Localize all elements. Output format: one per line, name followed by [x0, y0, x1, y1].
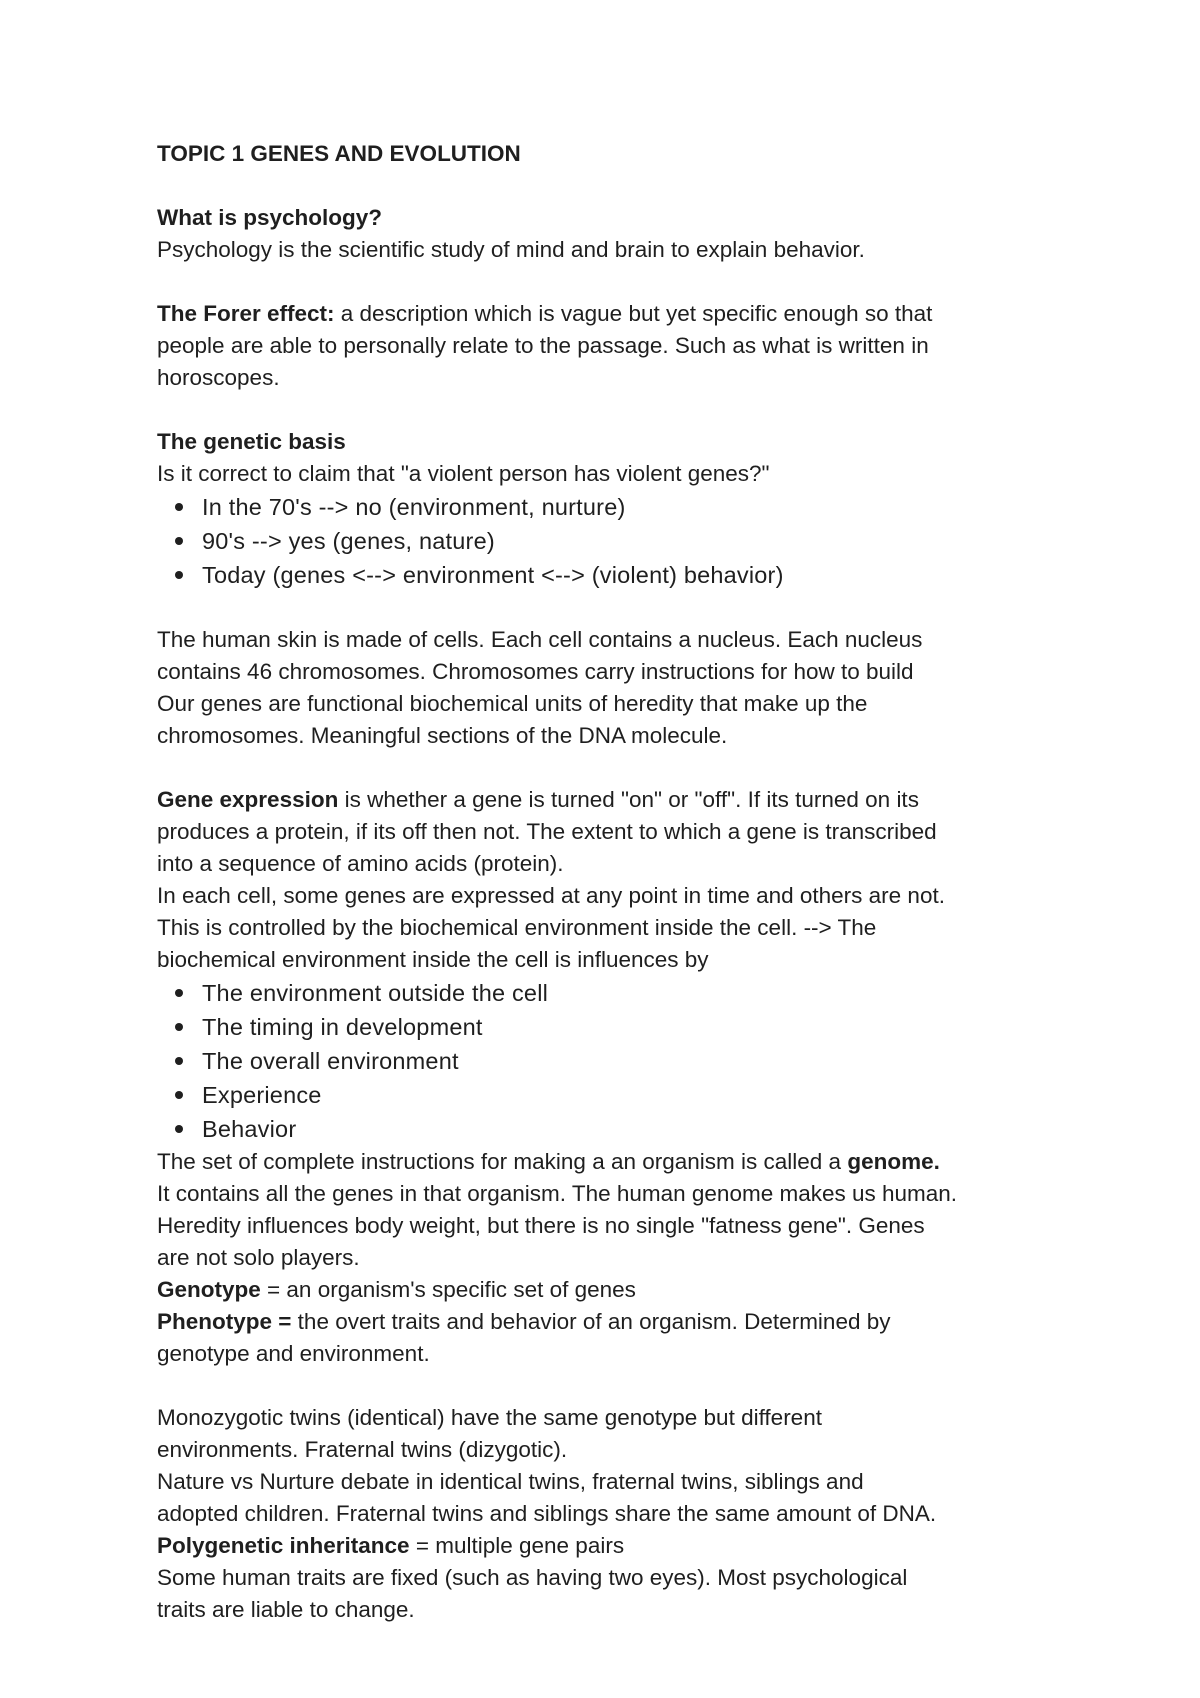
skin-line: Our genes are functional biochemical units of heredity that make up the — [157, 691, 868, 716]
genetic-basis-list — [157, 490, 1077, 592]
gene-expression-line: In each cell, some genes are expressed at any point in time and others are not. — [157, 883, 945, 908]
bullet-dot — [175, 537, 183, 545]
twins-line: Nature vs Nurture debate in identical twins, fraternal twins, siblings and — [157, 1469, 864, 1494]
list-item-text: The timing in development — [202, 1014, 483, 1040]
bullet-dot — [175, 989, 183, 997]
bullet-dot — [175, 571, 183, 579]
polygenetic-definition — [157, 1530, 1077, 1562]
gene-expression-text: is whether a gene is turned "on" or "off". If its turned on its — [338, 787, 919, 812]
skin-line: contains 46 chromosomes. Chromosomes carry instructions for how to build — [157, 659, 914, 684]
forer-text-2: people are able to personally relate to the passage. Such as what is written in — [157, 333, 929, 358]
list-item-text: Today (genes <--> environment <--> (violent) behavior) — [202, 562, 784, 588]
psychology-heading: What is psychology? — [157, 205, 383, 230]
traits-line: traits are liable to change. — [157, 1597, 415, 1622]
gene-expression-line: produces a protein, if its off then not. The extent to which a gene is transcribed — [157, 819, 937, 844]
list-item — [157, 976, 1077, 1010]
genome-term: genome. — [847, 1149, 940, 1174]
twins-line: adopted children. Fraternal twins and siblings share the same amount of DNA. — [157, 1501, 937, 1526]
spacer — [157, 592, 1077, 624]
phenotype-text: the overt traits and behavior of an organism. Determined by — [291, 1309, 891, 1334]
gene-expression-term: Gene expression — [157, 787, 339, 812]
skin-line: The human skin is made of cells. Each cell contains a nucleus. Each nucleus — [157, 627, 923, 652]
traits-line: Some human traits are fixed (such as having two eyes). Most psychological — [157, 1565, 908, 1590]
forer-text-1: a description which is vague but yet specific enough so that — [334, 301, 933, 326]
gene-expression-line: biochemical environment inside the cell is influences by — [157, 947, 709, 972]
genome-paragraph — [157, 1146, 1077, 1178]
list-item — [157, 1078, 1077, 1112]
spacer — [157, 1370, 1077, 1402]
genome-text: The set of complete instructions for making a an organism is called a — [157, 1149, 848, 1174]
list-item — [157, 1010, 1077, 1044]
phenotype-line-2: genotype and environment. — [157, 1341, 430, 1366]
gene-expression-line: into a sequence of amino acids (protein). — [157, 851, 564, 876]
list-item — [157, 490, 1077, 524]
document-page — [157, 138, 1077, 1626]
gene-expression-line: This is controlled by the biochemical environment inside the cell. --> The — [157, 915, 877, 940]
list-item — [157, 558, 1077, 592]
forer-paragraph — [157, 298, 1077, 330]
list-item-text: Behavior — [202, 1116, 297, 1142]
list-item-text: 90's --> yes (genes, nature) — [202, 528, 495, 554]
genetic-basis-question: Is it correct to claim that "a violent person has violent genes?" — [157, 461, 770, 486]
bullet-dot — [175, 1091, 183, 1099]
spacer — [157, 266, 1077, 298]
forer-term: The Forer effect: — [157, 301, 335, 326]
phenotype-definition — [157, 1306, 1077, 1338]
bullet-dot — [175, 1023, 183, 1031]
list-item — [157, 524, 1077, 558]
list-item-text: In the 70's --> no (environment, nurture) — [202, 494, 626, 520]
twins-line: environments. Fraternal twins (dizygotic). — [157, 1437, 568, 1462]
bullet-dot — [175, 1125, 183, 1133]
polygenetic-text: = multiple gene pairs — [409, 1533, 625, 1558]
genome-line: It contains all the genes in that organism. The human genome makes us human. — [157, 1181, 958, 1206]
forer-text-3: horoscopes. — [157, 365, 280, 390]
influences-list — [157, 976, 1077, 1146]
list-item-text: Experience — [202, 1082, 322, 1108]
gene-expression-paragraph — [157, 784, 1077, 816]
polygenetic-term: Polygenetic inheritance — [157, 1533, 410, 1558]
genetic-basis-heading: The genetic basis — [157, 429, 346, 454]
genome-line: are not solo players. — [157, 1245, 360, 1270]
list-item — [157, 1112, 1077, 1146]
phenotype-term: Phenotype = — [157, 1309, 292, 1334]
twins-line: Monozygotic twins (identical) have the same genotype but different — [157, 1405, 822, 1430]
genotype-term: Genotype — [157, 1277, 261, 1302]
bullet-dot — [175, 503, 183, 511]
spacer — [157, 170, 1077, 202]
psychology-text: Psychology is the scientific study of mind and brain to explain behavior. — [157, 237, 865, 262]
genotype-definition — [157, 1274, 1077, 1306]
bullet-dot — [175, 1057, 183, 1065]
list-item — [157, 1044, 1077, 1078]
genotype-text: = an organism's specific set of genes — [260, 1277, 636, 1302]
genome-line: Heredity influences body weight, but there is no single "fatness gene". Genes — [157, 1213, 925, 1238]
document-title: TOPIC 1 GENES AND EVOLUTION — [157, 141, 521, 166]
list-item-text: The overall environment — [202, 1048, 459, 1074]
list-item-text: The environment outside the cell — [202, 980, 549, 1006]
spacer — [157, 394, 1077, 426]
spacer — [157, 752, 1077, 784]
skin-line: chromosomes. Meaningful sections of the DNA molecule. — [157, 723, 728, 748]
